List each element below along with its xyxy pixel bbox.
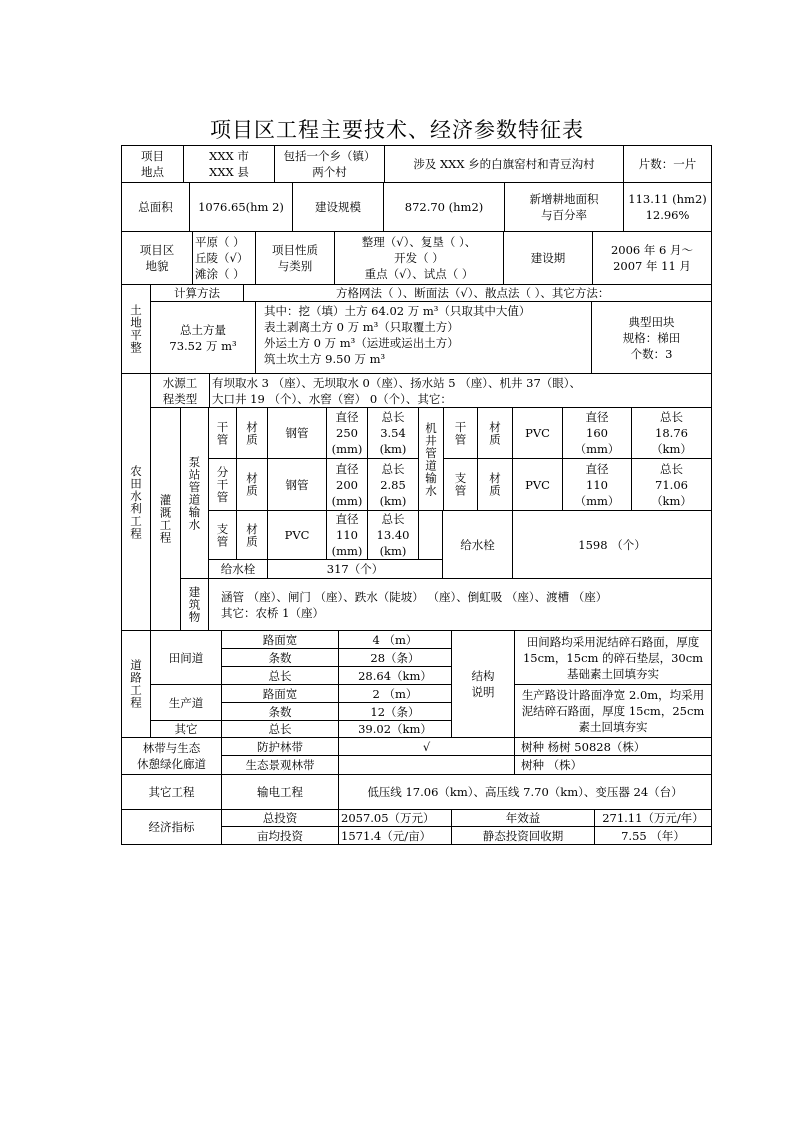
field-road-length-label: 总长 bbox=[221, 666, 339, 685]
irrigation-section-label: 农田水利工程 bbox=[121, 373, 151, 631]
annual-benefit-label: 年效益 bbox=[451, 809, 595, 827]
pump-btrunk-diameter: 直径 200 (mm) bbox=[326, 458, 368, 511]
field-road-label: 田间道 bbox=[150, 630, 222, 685]
empty-cell bbox=[418, 510, 443, 560]
prod-road-count-label: 条数 bbox=[221, 702, 339, 721]
building-label: 建筑物 bbox=[180, 578, 209, 631]
well-branch-material-label: 材质 bbox=[477, 458, 513, 511]
per-mu-investment-label: 亩均投资 bbox=[221, 826, 339, 845]
scenic-forest-mark bbox=[338, 755, 515, 775]
total-investment-value: 2057.05（万元） bbox=[338, 809, 452, 827]
power-value: 低压线 17.06（km）、高压线 7.70（km）、变压器 24（台） bbox=[338, 774, 712, 810]
well-section-label: 机井管道输水 bbox=[418, 407, 444, 511]
well-branch-material: PVC bbox=[512, 458, 563, 511]
well-hydrant-value: 1598 （个） bbox=[512, 510, 712, 579]
field-road-structure: 田间路均采用泥结碎石路面，厚度 15cm，15cm 的碎石垫层，30cm 基础素土回填夯实 bbox=[514, 630, 712, 685]
location-includes: 包括一个乡（镇） 两个村 bbox=[274, 145, 385, 183]
forest-label: 林带与生态 休憩绿化廊道 bbox=[121, 737, 222, 775]
power-label: 输电工程 bbox=[221, 774, 339, 810]
pump-branch-diameter: 直径 110 (mm) bbox=[326, 510, 368, 560]
pump-trunk-material: 钢管 bbox=[267, 407, 327, 459]
field-road-count-label: 条数 bbox=[221, 648, 339, 667]
per-mu-investment-value: 1571.4（元/亩） bbox=[338, 826, 452, 845]
other-road-length: 39.02（km） bbox=[338, 720, 452, 738]
pump-btrunk-material-label: 材质 bbox=[236, 458, 268, 511]
pump-trunk-diameter: 直径 250 (mm) bbox=[326, 407, 368, 459]
prod-road-count: 12（条） bbox=[338, 702, 452, 721]
well-trunk-diameter: 直径 160 （mm） bbox=[562, 407, 632, 459]
location-label: 项目 地点 bbox=[121, 145, 184, 183]
landform-options: 平原（ ） 丘陵（√） 滩涂（ ） bbox=[192, 231, 256, 285]
well-branch-label: 支管 bbox=[443, 458, 478, 511]
new-area-label: 新增耕地面积 与百分率 bbox=[504, 182, 624, 232]
other-works-label: 其它工程 bbox=[121, 774, 222, 810]
economy-label: 经济指标 bbox=[121, 809, 222, 845]
pump-section-label: 泵站管道输水 bbox=[180, 407, 209, 579]
field-road-length: 28.64（km） bbox=[338, 666, 452, 685]
water-source-label: 水源工 程类型 bbox=[150, 373, 210, 408]
calc-method-value: 方格网法（ ）、断面法（√）、散点法（ ）、其它方法： bbox=[243, 284, 712, 302]
location-city: XXX 市 XXX 县 bbox=[183, 145, 275, 183]
well-trunk-material-label: 材质 bbox=[477, 407, 513, 459]
protect-forest-label: 防护林带 bbox=[221, 737, 339, 756]
nature-value: 整理（√）、复垦（ ）、 开发（ ） 重点（√）、试点（ ） bbox=[334, 231, 504, 285]
earth-detail: 其中：挖（填）土方 64.02 万 m³（只取其中大值） 表土剥离土方 0 万 m³（只取覆土方） 外运土方 0 万 m³（运进或运出土方） 筑土坎土方 9.50 万 m³ bbox=[255, 301, 592, 374]
scenic-forest-tree: 树种 （株） bbox=[514, 755, 712, 775]
new-area-value: 113.11 (hm2) 12.96% bbox=[623, 182, 712, 232]
location-pieces: 片数：一片 bbox=[623, 145, 712, 183]
nature-label: 项目性质 与类别 bbox=[255, 231, 335, 285]
landform-label: 项目区 地貌 bbox=[121, 231, 193, 285]
prod-road-width-label: 路面宽 bbox=[221, 684, 339, 703]
pump-trunk-length: 总长 3.54 (km) bbox=[367, 407, 419, 459]
field-road-count: 28（条） bbox=[338, 648, 452, 667]
scenic-forest-label: 生态景观林带 bbox=[221, 755, 339, 775]
water-source-value: 有坝取水 3 （座）、无坝取水 0（座）、扬水站 5 （座）、机井 37（眼）、 大口井 19 （个）、水窖（窖） 0（个）、其它： bbox=[209, 373, 712, 408]
other-road-label: 其它 bbox=[150, 720, 222, 738]
pump-branch-length: 总长 13.40 (km) bbox=[367, 510, 419, 560]
total-area-label: 总面积 bbox=[121, 182, 190, 232]
scale-value: 872.70 (hm2) bbox=[383, 182, 505, 232]
well-branch-length: 总长 71.06 （km） bbox=[631, 458, 712, 511]
well-trunk-material: PVC bbox=[512, 407, 563, 459]
protect-forest-tree: 树种 杨树 50828（株） bbox=[514, 737, 712, 756]
well-trunk-length: 总长 18.76 （km） bbox=[631, 407, 712, 459]
pump-branch-label: 支管 bbox=[208, 510, 237, 560]
total-area-value: 1076.65(hm 2) bbox=[189, 182, 293, 232]
pump-trunk-label: 干管 bbox=[208, 407, 237, 459]
leveling-section-label: 土地平整 bbox=[121, 284, 151, 374]
pump-btrunk-length: 总长 2.85 (km) bbox=[367, 458, 419, 511]
prod-road-width: 2 （m） bbox=[338, 684, 452, 703]
other-road-length-label: 总长 bbox=[221, 720, 339, 738]
field-road-width: 4 （m） bbox=[338, 630, 452, 649]
calc-method-label: 计算方法 bbox=[150, 284, 244, 302]
payback-period-value: 7.55 （年） bbox=[594, 826, 712, 845]
document-title: 项目区工程主要技术、经济参数特征表 bbox=[210, 118, 584, 142]
prod-road-label: 生产道 bbox=[150, 684, 222, 721]
field-road-width-label: 路面宽 bbox=[221, 630, 339, 649]
protect-forest-mark: √ bbox=[338, 737, 515, 756]
pump-branch-material: PVC bbox=[267, 510, 327, 560]
pump-hydrant-label: 给水栓 bbox=[208, 559, 268, 579]
annual-benefit-value: 271.11（万元/年） bbox=[594, 809, 712, 827]
irrigation-sub-label: 灌溉工程 bbox=[150, 407, 181, 631]
pump-branch-trunk-label: 分干管 bbox=[208, 458, 237, 511]
well-hydrant-label: 给水栓 bbox=[442, 510, 513, 579]
well-trunk-label: 干管 bbox=[443, 407, 478, 459]
period-label: 建设期 bbox=[503, 231, 593, 285]
payback-period-label: 静态投资回收期 bbox=[451, 826, 595, 845]
pump-btrunk-material: 钢管 bbox=[267, 458, 327, 511]
total-investment-label: 总投资 bbox=[221, 809, 339, 827]
period-value: 2006 年 6 月～ 2007 年 11 月 bbox=[592, 231, 712, 285]
scale-label: 建设规模 bbox=[292, 182, 384, 232]
roads-section-label: 道路工程 bbox=[121, 630, 151, 738]
typical-field: 典型田块 规格：梯田 个数：3 bbox=[591, 301, 712, 374]
prod-road-structure: 生产路设计路面净宽 2.0m，均采用泥结碎石路面，厚度 15cm，25cm 素土回填夯实 bbox=[514, 684, 712, 738]
location-villages: 涉及 XXX 乡的白旗窑村和青豆沟村 bbox=[384, 145, 624, 183]
pump-hydrant-value: 317（个） bbox=[267, 559, 443, 579]
well-branch-diameter: 直径 110 （mm） bbox=[562, 458, 632, 511]
building-value: 涵管 （座）、闸门 （座）、跌水（陡坡） （座）、倒虹吸 （座）、渡槽 （座） 其它：农桥 1（座） bbox=[208, 578, 712, 631]
earth-volume: 总土方量 73.52 万 m³ bbox=[150, 301, 256, 374]
pump-trunk-material-label: 材质 bbox=[236, 407, 268, 459]
structure-label: 结构 说明 bbox=[451, 630, 515, 738]
pump-branch-material-label: 材质 bbox=[236, 510, 268, 560]
